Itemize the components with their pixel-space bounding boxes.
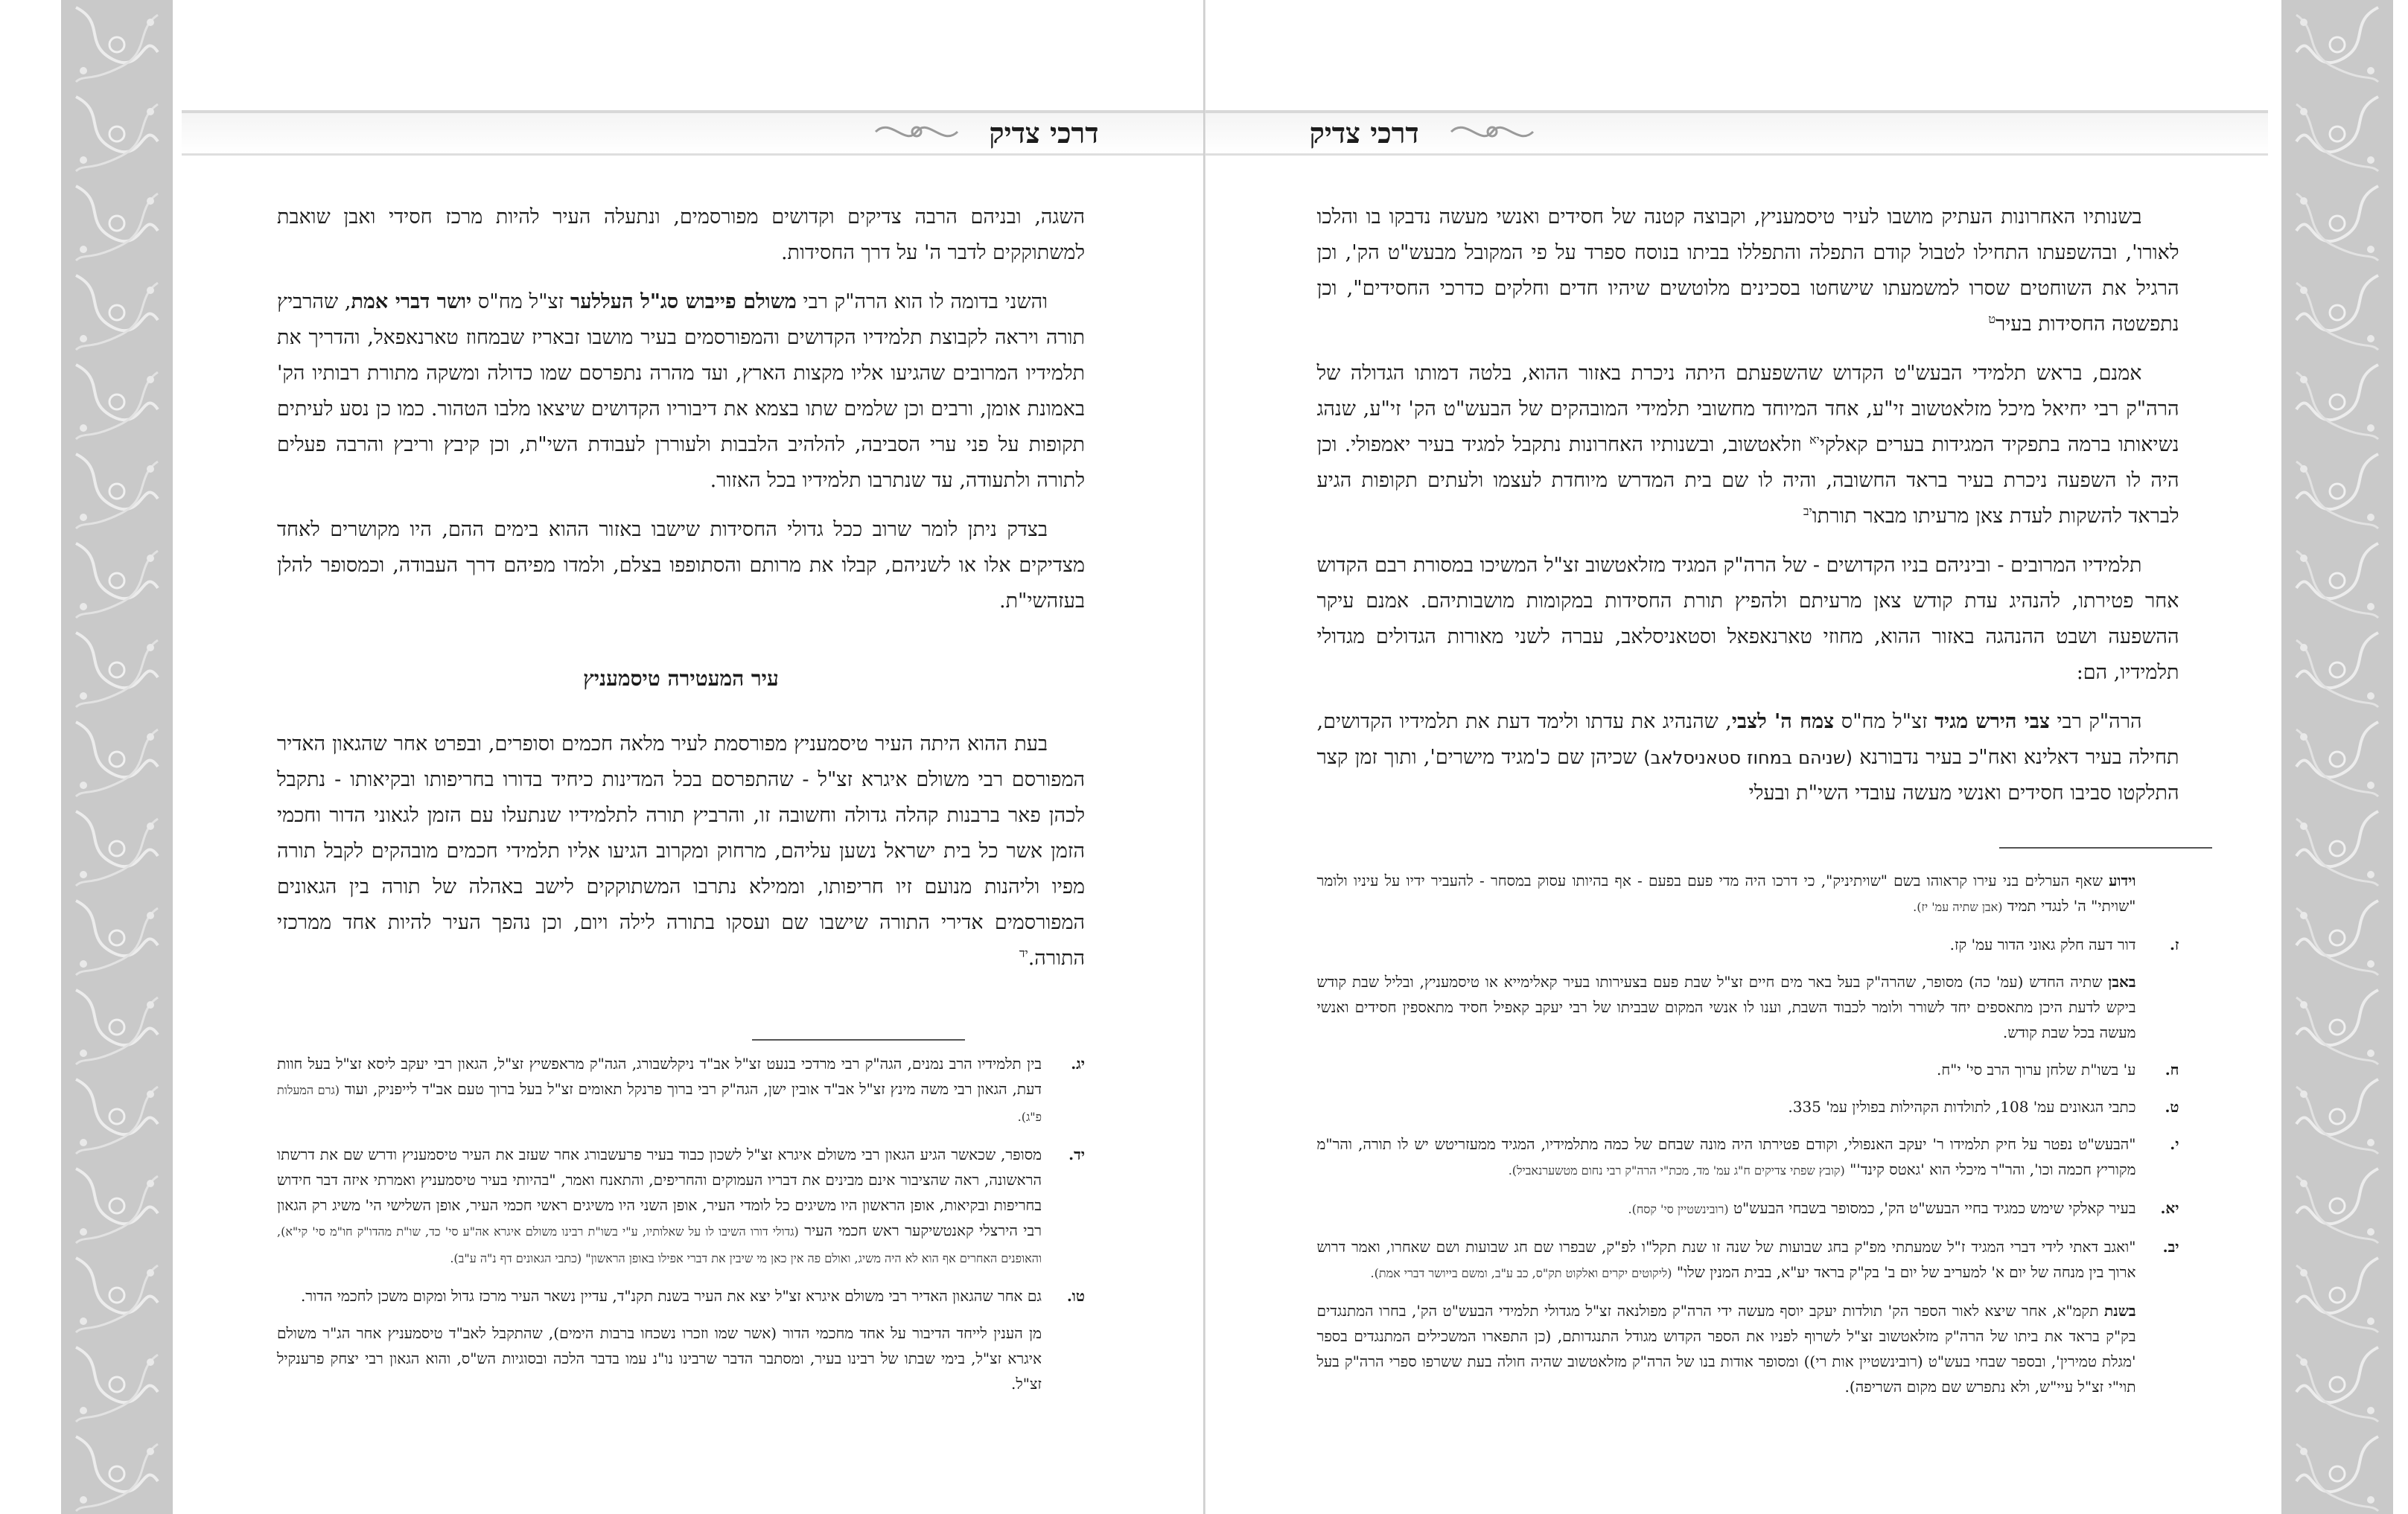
running-head-title: דרכי צדיק <box>989 116 1099 150</box>
footnote: ז. דור דעה חלק גאוני הדור עמ' קז. <box>1949 936 2179 954</box>
running-head <box>1205 110 2269 156</box>
bold-book-title: צמח ה' לצבי <box>1731 710 1835 733</box>
footnote: מן הענין לייחד הדיבור על אחד מחכמי הדור (אשר שמו וזכרו נשכחו ברבות הימים), שהתקבל לאב"ד טיסמעניץ אחר הג"ר משולם איגרא זצ"ל, בימי שבתו של רבינו בעיר, ומסתבר הדבר שרבינו נו"נ עמו בדבר הלכה ובסוגיות הש"ס, והוא הגאון רבי יצחק פרענקיל זצ"ל. <box>277 1320 1085 1396</box>
footnote: טו. גם אחר שהגאון האדיר רבי משולם איגרא זצ"ל יצא את העיר בשנת תקנ"ד, עדיין נשאר העיר מרכז גדול ומקום משכן לחכמי הדור. <box>277 1283 1085 1309</box>
footnote: וידוע שאף הערלים בני עירו קראוהו בשם "שויתיניק", כי דרכו היה מדי פעם בפעם - אף בהיותו עסוק במסחר - להעביר ידיו על עיניו ולומר "שויתי" ה' לנגדי תמיד (אבן שתיה עמ' יז). <box>1316 872 2136 915</box>
footnote-marker: יא <box>1809 432 1820 447</box>
paragraph: בשנותיו האחרונות העתיק מושבו לעיר טיסמעניץ, וקבוצה קטנה של חסידים ואנשי מעשה נדבקו בו והלכו לאורו', ובהשפעתו התחילו לטבול קודם התפלה והתפללו בביתו בנוסח ספרד על פי המקובל מבעש"ט הק', וכן הרגיל את השוחטים שסרו למשמעתו שישחטו בסכינים מלוטשים שיהיו חדים וחלקים כדרכי החסידים", וכן נתפשטה החסידות בעיר$^ט$ <box>1316 205 2179 336</box>
footnote: ח. ע' בשו"ת שלחן ערוך הרב סי' י"ח. <box>1936 1061 2179 1079</box>
paragraph: השגה, ובניהם הרבה צדיקים וקדושים מפורסמים, ונתעלה העיר להיות מרכז חסידי ואבן שואבת למשתוקקים לדבר ה' על דרך החסידות. <box>277 205 1085 264</box>
right-page <box>1205 0 2408 1514</box>
section-heading: עיר המעטירה טיסמעניץ <box>583 666 779 691</box>
footnote-marker: יב <box>1803 504 1812 518</box>
footnote: יד. מסופר, שכאשר הגיע הגאון רבי משולם איגרא זצ"ל לשכון כבוד בעיר פרעשבורג אחר שעזב את העיר טיסמעניץ ודרש שם את דרשתו הראשונה, ראה שהציבור אינם מבינים את דבריו העמוקים והחריפים, והתאנח ואמר, "בהיותי בעיר טיסמעניץ ואמרתי איזה דבר חידוש בחריפות ובקיאות, אופן הראשון היו משיגים כל לומדי העיר, אופן השני היו משיגים ראשי חכמי העיר, אופן השלישי הי' משיג רק הגאון רבי הירצלי קאנטשיקער ראש חכמי העיר (גדולי דורו השיבו לו על שאלותיו, ע"י בשו"ת רבינו משולם איגרא אה"ע סי' כד, שו"ת מהדו"ק חו"מ סי' קי"א), והאופנים האחרים אף הוא לא היה משיג, ואולם פה אין כאן מי שיבין את דברי אפילו באופן הראשון" (כתבי הגאונים דף נ"ה ע"ב). <box>277 1142 1085 1271</box>
paragraph: בצדק ניתן לומר שרוב ככל גדולי החסידות שישבו באזור ההוא בימים ההם, היו מקושרים לאחד מצדיקים אלו או לשניהם, קבלו את מרותם והסתופפו בצלם, ולמדו מפיהם דרך העבודה, וכמסופר להלן בעזהשי"ת. <box>277 518 1085 613</box>
swirl-ornament-icon <box>868 113 965 150</box>
footnote-number: טו. <box>1066 1287 1085 1305</box>
floral-pattern-icon <box>2281 0 2393 1514</box>
paragraph: והשני בדומה לו הוא הרה"ק רבי משולם פייבוש סג"ל העללער זצ"ל מח"ס יושר דברי אמת, שהרביץ תורה ויראה לקבוצת תלמידיו הקדושים והמפורסמים בעיר מושבו זבאריז שבמחוז טארנאפאל, והדריך את תלמידיו המרובים שהגיעו אליו מקצות הארץ, ועד מהרה נתפרסם שמו כדולה ומשקה מתורת רבותיו הק' באמונת אומן, ורבים וכן שלמים שתו בצמא את דיבוריו הקדושים שיצאו מלבו הטהור. כמו כן נסע לעיתים תקופות על פני ערי הסביבה, להלהיב הלבבות ולעוררן לעבודת השי"ת, וכן קיבץ וריבץ והרבה פעלים לתורה ולתעודה, עד שנתרבו תלמידיו בכל האזור. <box>277 290 1085 492</box>
right-page-footnotes <box>1317 868 2179 1411</box>
paragraph: תלמידיו המרובים - וביניהם בניו הקדושים - של הרה"ק המגיד מזלאטשוב זצ"ל המשיכו במסורת רבם הקדוש אחר פטירתו, להנהיג עדת קודש צאן מרעיתם ולהפיץ תורת החסידות במקומות מושבותיהם. אמנם עיקר ההשפעה ושבט ההנהגה באזור ההוא, מחוזי טארנאפאל וסטאניסלאב, עברה לשני מאורות הגדולים מגדולי תלמידיו, הם: <box>1316 554 2179 684</box>
bold-name: משולם פייבוש סג"ל העללער <box>570 290 797 313</box>
left-page-footnotes <box>277 1051 1085 1408</box>
right-page-body <box>1317 199 2179 825</box>
footnote-divider <box>752 1039 965 1041</box>
paragraph: בעת ההוא היתה העיר טיסמעניץ מפורסמת לעיר מלאה חכמים וסופרים, ובפרט אחר שהגאון האדיר המפורסם רבי משולם איגרא זצ"ל - שהתפרסם בכל המדינות כיחיד בדורו בחריפותו ובקיאותו - נתקבל לכהן פאר ברבנות קהלה גדולה וחשובה זו, והרביץ תורה לתלמידיו שנתעלו עם הזמן לגאוני הדור וחכמי הזמן אשר כל בית ישראל נשען עליהם, מרחוק ומקרוב הגיעו אליו תלמידי חכמים מובהקים לקבל תורה מפיו וליהנות מנועם זיו חריפותו, וממילא נתרבו המשתוקקים לישב באהלה של תורה בין הגאונים המפורסמים אדירי התורה שישבו שם ועסקו בתורה לילה ויום, וכן נהפך העיר להיות אחד ממרכזי התורה.$^{יד}$ <box>277 732 1085 970</box>
footnote-marker: יד <box>1019 946 1028 960</box>
footnote: בשנת תקמ"א, אחר שיצא לאור הספר הק' תולדות יעקב יוסף מעשה ידי הרה"ק מפולנאה זצ"ל מגדולי תלמידי הבעש"ט הק', בחרו המתנגדים בק"ק בראד את ביתו של הרה"ק מזלאטשוב זצ"ל לשרוף לפניו את הספר הקדוש מגודל התנגדותם, (כן התפארו המשכילים המתנגדים בספר 'מגלת טמירין', ובספר שבחי בעש"ט (רובינשטיין אות רי)) ומסופר אודות בנו של הרה"ק מזלאטשוב שהיה חולה בעת ששרפו ספרי הרה"ק בעל תוי"י זצ"ל עיי"ש, ולא נתפרש שם מקום השריפה). <box>1316 1302 2136 1396</box>
footnote-divider <box>1999 847 2212 849</box>
paragraph: אמנם, בראש תלמידי הבעש"ט הקדוש שהשפעתם היתה ניכרת באזור ההוא, בלטה דמותו הגדולה של הרה"ק רבי יחיאל מיכל מזלאטשוב זי"ע, אחד המיוחד מחשובי תלמידי המובהקים של הבעש"ט הק' זי"ע, שנהג נשיאותו ברמה בתפקיד המגידות בערים קאלקי$^{יא}$ וזלאטשוב, ובשנותיו האחרונות נתקבל למגיד בעיר יאמפולי. וכן היה לו השפעה ניכרת בעיר בראד החשובה, והיה לו שם בית המדרש מיוחדת לעצמו ולעתים תקופות הגיע לבראד להשקות לעדת צאן מרעיתו מבאר תורתו$^{יב}$ <box>1316 362 2179 528</box>
right-page-ornamental-border <box>2281 0 2393 1514</box>
footnote: יג. בין תלמידיו הרב נמנים, הגה"ק רבי מרדכי בנעט זצ"ל אב"ד ניקלשבורג, הגה"ק מראפשיץ זצ"ל, הגאון רבי יעקב ליסא זצ"ל בעל חוות דעת, הגאון רבי משה מינץ זצ"ל אב"ד אובין ישן, הגה"ק רבי ברוך פרנקל תאומים זצ"ל בעל ברוך טעם אב"ד לייפניק, ועוד (גרם המעלות פ"ג). <box>277 1051 1085 1130</box>
footnote-number: יד. <box>1068 1146 1085 1163</box>
footnote-number: יג. <box>1071 1055 1085 1073</box>
floral-pattern-icon <box>61 0 173 1514</box>
running-head <box>182 110 1203 156</box>
running-head-title: דרכי צדיק <box>1309 116 1419 150</box>
footnote: יא. בעיר קאלקי שימש כמגיד בחיי הבעש"ט הק', כמסופר בשבחי הבעש"ט (רובינשטיין סי' קסח). <box>1628 1199 2179 1217</box>
footnote: י. "הבעש"ט נפטר על חיק תלמידו ר' יעקב האנפולי, וקודם פטירתו היה מונה שבחם של כמה מתלמידיו, המגיד ממעזריטש יש לו תורה, והר"מ מקוריץ חכמה וכו', והר"ר מיכלי הוא 'גאטס קינד'" (קובץ שפתי צדיקים ח"ג עמ' מד, מכת"י הרה"ק רבי נחום מטשערנאביל). <box>1316 1135 2179 1178</box>
left-page-ornamental-border <box>61 0 173 1514</box>
left-page-body <box>277 199 1085 990</box>
footnote: ט. כתבי הגאונים עמ' 108, לתולדות הקהילות בפולין עמ' 335. <box>1788 1098 2179 1116</box>
bold-book-title: יושר דברי אמת <box>351 290 472 313</box>
footnote: באבן שתיה החדש (עמ' כה) מסופר, שהרה"ק בעל באר מים חיים זצ"ל שבת פעם בצעירותו בעיר קאלימייא או טיסמעניץ, ובליל שבת קודש ביקש לדעת היכן מתאספים יחד לשורר ולומר לכבוד השבת, וענו לו אנשי המקום שבביתו של רבי יעקב קאפיל חסיד מתאספין חסידים ואנשי מעשה בכל שבת קודש. <box>1316 973 2136 1041</box>
paragraph: הרה"ק רבי צבי הירש מגיד זצ"ל מח"ס צמח ה' לצבי, שהנהיג את עדתו ולימד דעת את תלמידיו הקדושים, תחילה בעיר דאלינא ואח"כ בעיר נדבורנא (שניהם במחוז סטאניסלאב) שכיהן שם כ'מגיד מישרים', ותוך זמן קצר התלקטו סביבו חסידים ואנשי מעשה עובדי השי"ת ובעלי <box>1316 710 2179 805</box>
footnote-number <box>1042 1320 1085 1396</box>
footnote: יב. "ואגב דאתי לידי דברי המגיד ז"ל שמעתתי מפ"ק בחג שבועות של שנה זו שנת תקל"ו לפ"ק, שבפרו שם חג שבועות ושם שאחרו, ואמר דרוש ארוך בין מנחה של יום א' למעריב של יום ב' בק"ק בראד יע"א, בבית המנין שלו" (ליקוטים יקרים ואלקוט תק"ס, כב ע"ב, ומשם בייושר דברי אמת). <box>1316 1238 2179 1281</box>
swirl-ornament-icon <box>1444 113 1541 150</box>
footnote-marker: ט <box>1988 312 1996 326</box>
bold-name: צבי הירש מגיד <box>1934 710 2050 733</box>
